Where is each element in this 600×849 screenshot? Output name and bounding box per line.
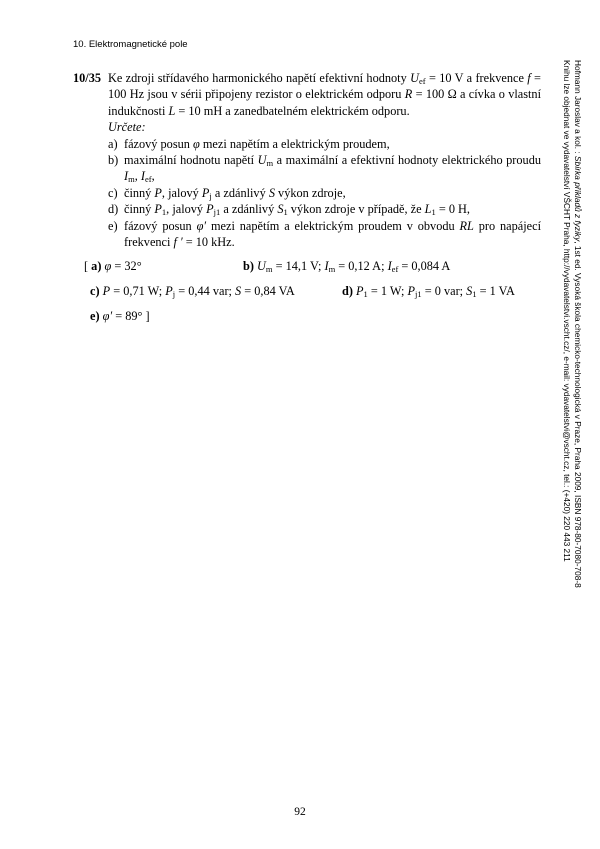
- answers-row-1: [84, 258, 550, 274]
- task-item-e: e) fázový posun φ′ mezi napětím a elektrickým proudem v obvodu RL pro napájecí frekvenci f ′ = 10 kHz.: [108, 218, 541, 250]
- publisher-sidebar: [562, 60, 583, 588]
- sidebar-line-order: Knihu lze objednat ve vydavatelství VŠCHT Praha, http://vydavatelstvi.vscht.cz/, e-mail: vydavatelstvi@vscht.cz, tel.: (+420) 220 443 211: [562, 60, 573, 562]
- answer-a: [ a) φ = 32°: [84, 259, 142, 273]
- task-item-a: a) fázový posun φ mezi napětím a elektrickým proudem,: [108, 136, 390, 151]
- task-heading: Určete:: [108, 120, 146, 135]
- answers-row-2: [90, 283, 550, 299]
- page-number: 92: [294, 806, 306, 818]
- task-item-c: c) činný P, jalový $P_j$ a zdánlivý S výkon zdroje,: [108, 185, 346, 201]
- answer-b: b) $U_m = 14,1$ V; $I_m = 0,12$ A; $I_{ef} = 0,084$ A: [243, 259, 451, 274]
- problem-body: [108, 70, 541, 250]
- sidebar-line-citation: Hofmann Jaroslav a kol. : Sbírka příkladů z fyziky, 1st ed. Vysoká škola chemicko-technologická v Praze, Praha 2009, ISBN 978-80-7080-708-8: [573, 60, 583, 588]
- task-item-b: b) maximální hodnotu napětí $U_m$ a maximální a efektivní hodnoty elektrického proudu $I_m$, $I_{ef}$,: [108, 153, 542, 185]
- answer-e: e) φ′ = 89° ]: [90, 308, 150, 323]
- problem-block: [73, 70, 541, 250]
- chapter-header: 10. Elektromagnetické pole: [73, 39, 188, 50]
- problem-number: 10/35: [73, 71, 102, 85]
- answers-block: [84, 258, 550, 333]
- answers-row-3: [90, 308, 550, 324]
- task-item-d: d) činný $P_1$, jalový $P_{j1}$ a zdánlivý $S_1$ výkon zdroje v případě, že $L_1 = 0$ H,: [108, 202, 471, 218]
- problem-intro: Ke zdroji střídavého harmonického napětí efektivní hodnoty $U_{ef} = 10$ V a frekvence f = 100 Hz jsou v sérii připojeny rezistor o elektrickém odporu R = 100 Ω a cívka o vlastní indukčnosti L = 10 mH a zanedbatelném elektrickém odporu.: [108, 71, 541, 118]
- answer-c: c) P = 0,71 W; $P_j = 0,44$ var; S = 0,84 VA: [90, 283, 295, 299]
- answer-d: d) $P_1 = 1$ W; $P_{j1} = 0$ var; $S_1 = 1$ VA: [342, 283, 515, 299]
- task-list: [108, 136, 541, 251]
